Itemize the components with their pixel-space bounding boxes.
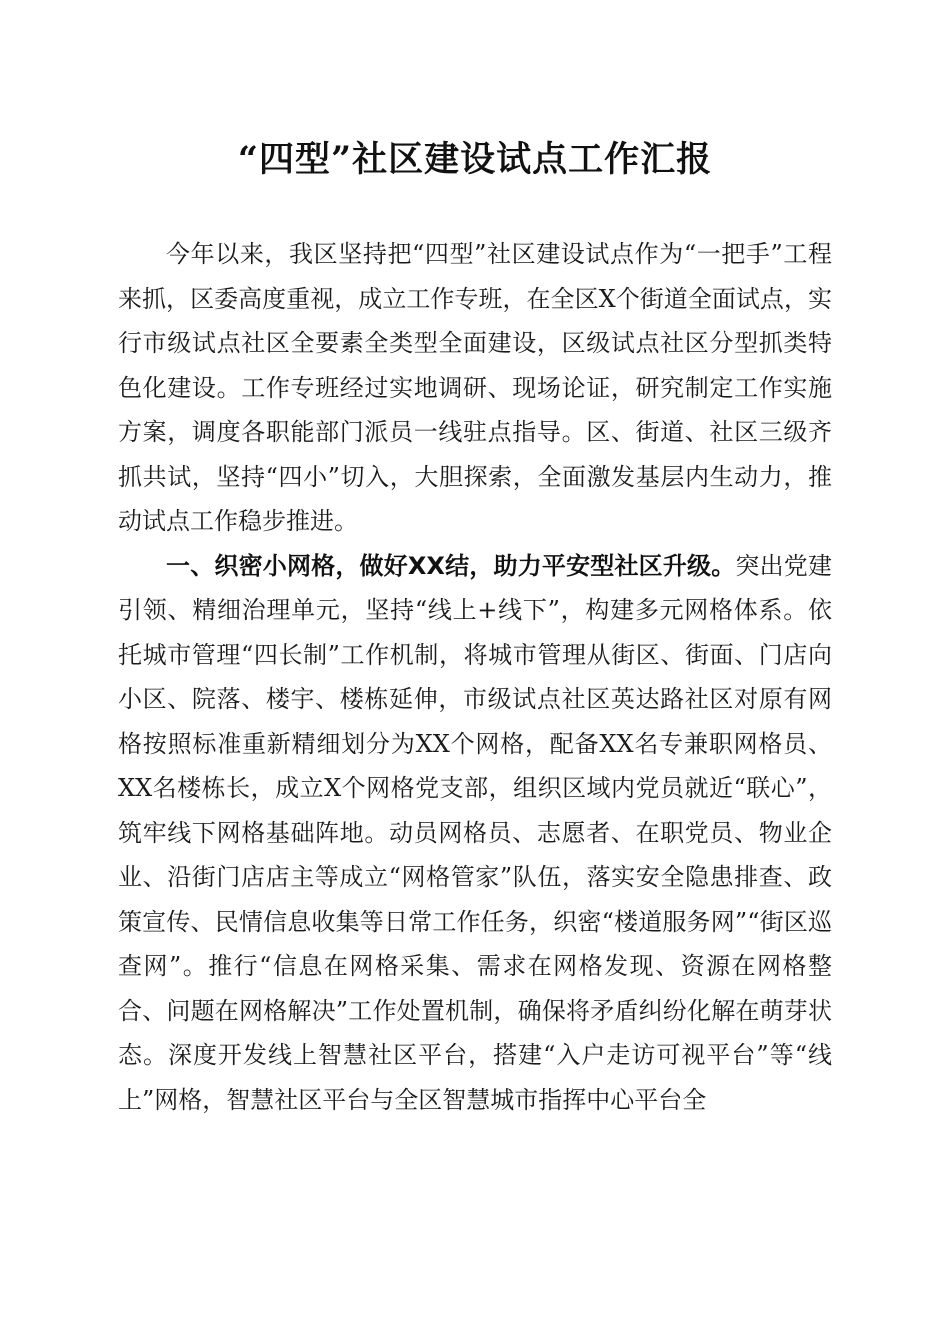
document-title: “四型”社区建设试点工作汇报 [237,139,713,180]
section-1-paragraph [118,544,832,1123]
document-body [118,232,832,1122]
intro-paragraph: 今年以来，我区坚持把“四型”社区建设试点作为“一把手”工程来抓，区委高度重视，成立工作专班，在全区X个街道全面试点，实行市级试点社区全要素全类型全面建设，区级试点社区分型抓类特色化建设。工作专班经过实地调研、现场论证，研究制定工作实施方案，调度各职能部门派员一线驻点指导。区、街道、社区三级齐抓共试，坚持“四小”切入，大胆探索，全面激发基层内生动力，推动试点工作稳步推进。 [118,240,832,535]
section-1-body: 突出党建引领、精细治理单元，坚持“线上+线下”，构建多元网格体系。依托城市管理“四长制”工作机制，将城市管理从街区、街面、门店向小区、院落、楼宇、楼栋延伸，市级试点社区英达路社区对原有网格按照标准重新精细划分为XX个网格，配备XX名专兼职网格员、XX名楼栋长，成立X个网格党支部，组织区域内党员就近“联心”，筑牢线下网格基础阵地。动员网格员、志愿者、在职党员、物业企业、沿街门店店主等成立“网格管家”队伍，落实安全隐患排查、政策宣传、民情信息收集等日常工作任务，织密“楼道服务网”“街区巡查网”。推行“信息在网格采集、需求在网格发现、资源在网格整合、问题在网格解决”工作处置机制，确保将矛盾纠纷化解在萌芽状态。深度开发线上智慧社区平台，搭建“入户走访可视平台”等“线上”网格，智慧社区平台与全区智慧城市指挥中心平台全 [118,551,832,1114]
section-1-heading: 一、织密小网格，做好XX结，助力平安型社区升级。 [166,551,736,580]
